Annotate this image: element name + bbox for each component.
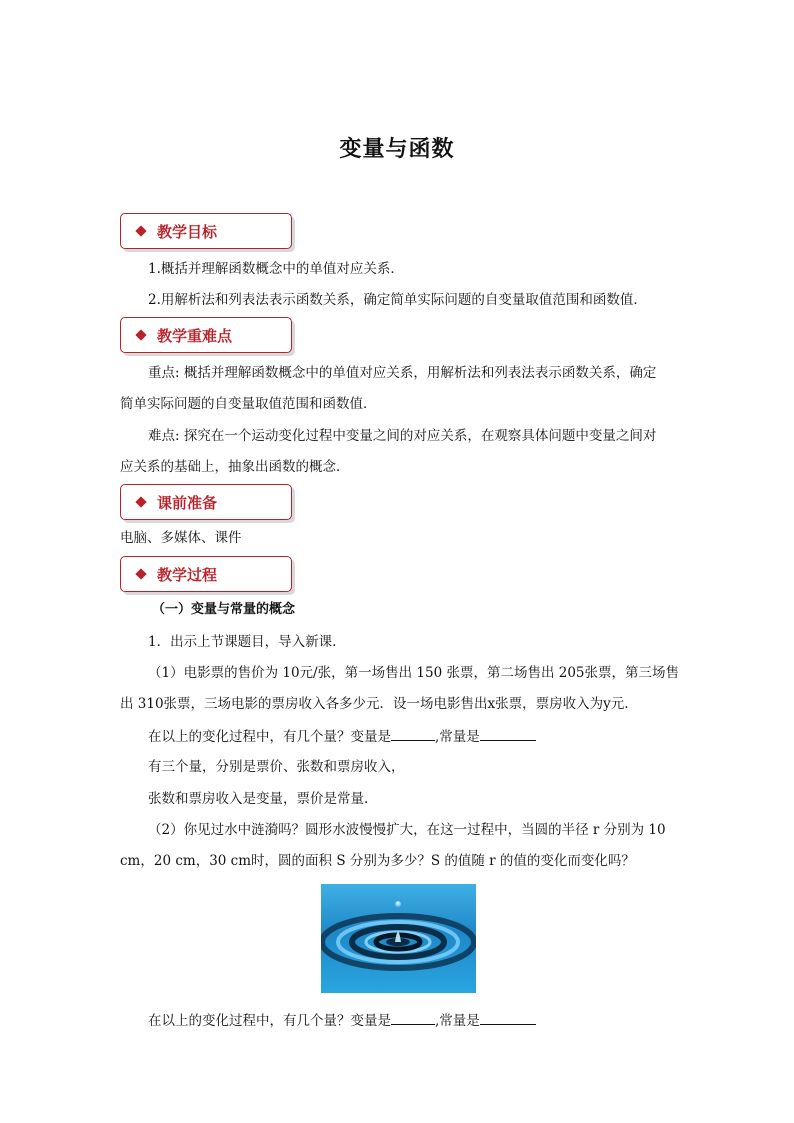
fill-in-question (148, 726, 536, 747)
question-line: cm，20 cm，30 cm时，圆的面积 S 分别为多少？S 的值随 r 的值的变化而变化吗？ (120, 853, 635, 869)
answer-blank[interactable] (391, 726, 435, 741)
objective-1: 1.概括并理解函数概念中的单值对应关系． (148, 261, 404, 277)
answer-blank[interactable] (391, 1010, 435, 1025)
section-header-key-points (120, 317, 292, 353)
preparation-text: 电脑、多媒体、课件 (120, 530, 242, 546)
page-title: 变量与函数 (339, 137, 455, 162)
key-point-line: 简单实际问题的自变量取值范围和函数值． (120, 396, 377, 412)
question-line: （1）电影票的售价为 10元/张，第一场售出 150 张票，第二场售出 205张票，第三场售 (148, 665, 680, 681)
question-text: ,常量是 (435, 1013, 480, 1029)
question-line: 出 310张票，三场电影的票房收入各多少元．设一场电影售出x张票，票房收入为y元. (120, 696, 629, 712)
answer-blank[interactable] (480, 1010, 536, 1025)
answer-line: 有三个量，分别是票价、张数和票房收入， (148, 759, 405, 775)
question-text: 在以上的变化过程中，有几个量？变量是 (148, 729, 391, 745)
section-header-process (120, 556, 292, 592)
process-subheading: （一）变量与常量的概念 (152, 602, 296, 617)
diamond-bullet-icon (135, 568, 146, 579)
section-label: 课前准备 (157, 494, 218, 512)
process-step: 1．出示上节课题目，导入新课. (148, 634, 337, 650)
question-line: （2）你见过水中涟漪吗？圆形水波慢慢扩大，在这一过程中，当圆的半径 r 分别为 10 (148, 822, 666, 838)
answer-line: 张数和票房收入是变量，票价是常量. (148, 791, 369, 807)
objective-2: 2.用解析法和列表法表示函数关系，确定简单实际问题的自变量取值范围和函数值． (148, 292, 647, 308)
difficulty-line: 应关系的基础上，抽象出函数的概念． (120, 459, 350, 475)
water-ripple-image (321, 884, 476, 993)
section-label: 教学重难点 (157, 327, 233, 345)
section-header-preparation (120, 484, 292, 520)
diamond-bullet-icon (135, 496, 146, 507)
section-label: 教学过程 (157, 566, 218, 584)
fill-in-question (148, 1010, 536, 1031)
difficulty-line: 难点: 探究在一个运动变化过程中变量之间的对应关系，在观察具体问题中变量之间对 (148, 428, 657, 444)
key-point-line: 重点: 概括并理解函数概念中的单值对应关系，用解析法和列表法表示函数关系，确定 (148, 365, 657, 381)
section-label: 教学目标 (157, 223, 218, 241)
section-header-objectives (120, 213, 292, 249)
question-text: 在以上的变化过程中，有几个量？变量是 (148, 1013, 391, 1029)
answer-blank[interactable] (480, 726, 536, 741)
diamond-bullet-icon (135, 225, 146, 236)
diamond-bullet-icon (135, 329, 146, 340)
question-text: ,常量是 (435, 729, 480, 745)
